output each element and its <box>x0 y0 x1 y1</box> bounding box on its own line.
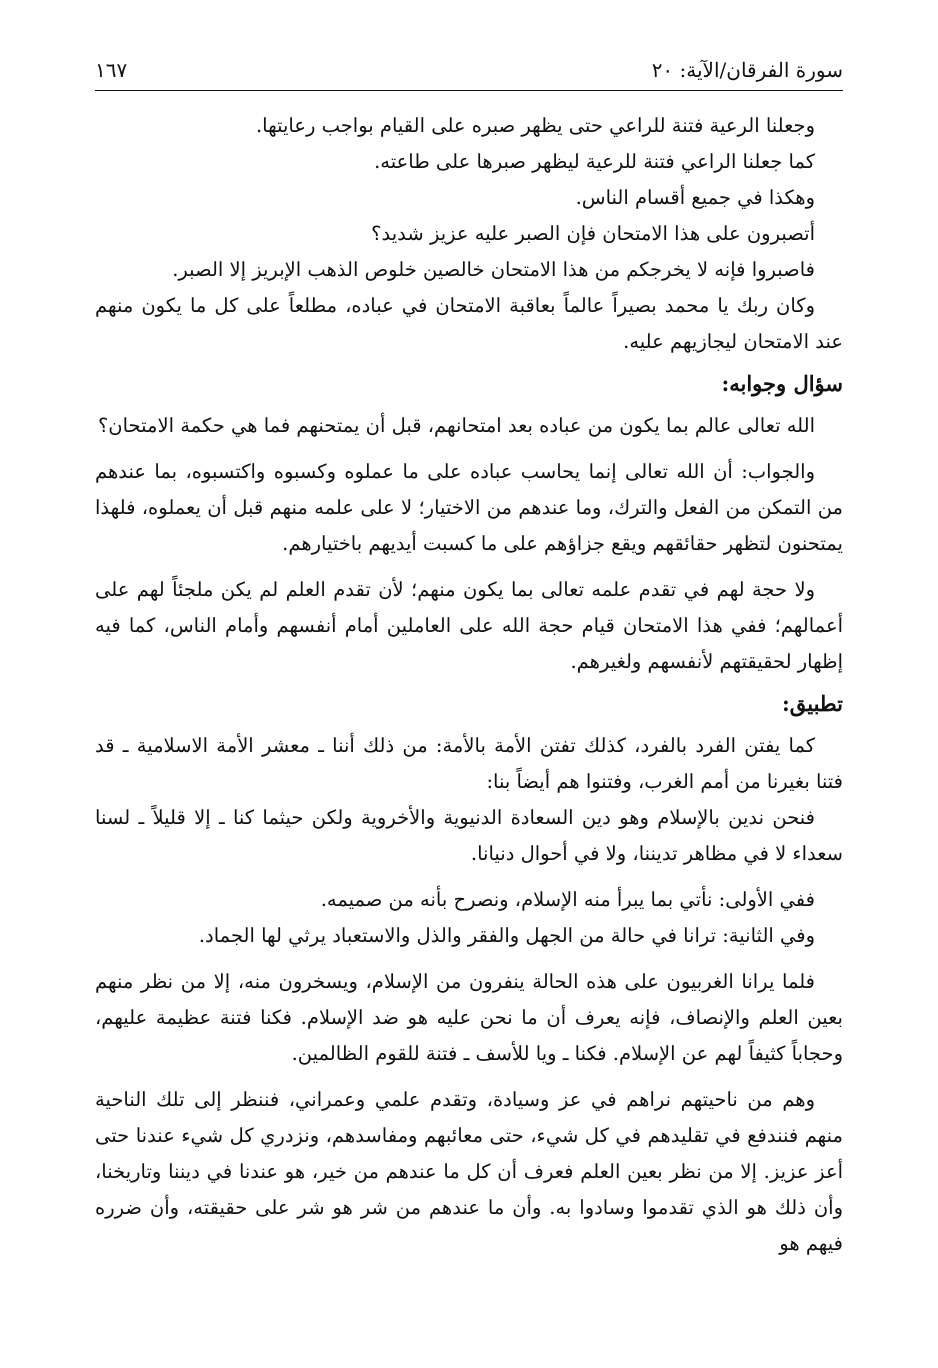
line-6: وكان ربك يا محمد بصيراً عالماً بعاقبة الامتحان في عباده، مطلعاً على كل ما يكون منهم عند الامتحان ليجازيهم عليه. <box>95 294 843 353</box>
spacer <box>95 562 843 572</box>
application-para4: وهم من ناحيتهم نراهم في عز وسيادة، وتقدم علمي وعمراني، فننظر إلى تلك الناحية منهم فنندفع في تقليدهم في كل شيء، حتى معائبهم ومفاسدهم، ونزدري كل شيء عندنا حتى أعز عزيز. إلا من نظر بعين العلم فعرف أن كل ما عندهم من خير، هو عندنا في ديننا وتاريخنا، وأن ذلك هو الذي تقدموا وسادوا به. وأن ما عندهم من شر هو شر على حقيقته، وأن ضرره فيهم هو <box>95 1088 843 1255</box>
qa-question: الله تعالى عالم بما يكون من عباده بعد امتحانهم، قبل أن يمتحنهم فما هي حكمة الامتحان؟ <box>97 414 815 437</box>
line-3: وهكذا في جميع أقسام الناس. <box>575 186 815 209</box>
application-para3: فلما يرانا الغربيون على هذه الحالة ينفرون من الإسلام، ويسخرون منه، إلا من نظر منهم بعين العلم والإنصاف، فإنه يعرف أن ما نحن عليه هو ضد الإسلام. فكنا فتنة عظيمة عليهم، وحجاباً كثيفاً لهم عن الإسلام. فكنا ـ ويا للأسف ـ فتنة للقوم الظالمين. <box>95 970 843 1065</box>
line-5: فاصبروا فإنه لا يخرجكم من هذا الامتحان خالصين خلوص الذهب الإبريز إلا الصبر. <box>172 258 815 281</box>
line-2: كما جعلنا الراعي فتنة للرعية ليظهر صبرها على طاعته. <box>374 150 815 173</box>
qa-answer: والجواب: أن الله تعالى إنما يحاسب عباده على ما عملوه وكسبوه واكتسبوه، بما عندهم من التمكن من الفعل والترك، وما عندهم من الاختيار؛ لا على علمه منهم قبل أن يعملوه، فلهذا يمتحنون لتظهر حقائقهم ويقع جزاؤهم على ما كسبت أيديهم باختيارهم. <box>95 460 843 555</box>
spacer <box>95 1072 843 1082</box>
page-number: ١٦٧ <box>95 58 128 82</box>
qa-no-argument: ولا حجة لهم في تقدم علمه تعالى بما يكون منهم؛ لأن تقدم العلم لم يكن ملجئاً لهم على أعمالهم؛ ففي هذا الامتحان قيام حجة الله على العاملين أمام أنفسهم وأمام الناس، كما فيه إظهار لحقيقتهم لأنفسهم ولغيرهم. <box>95 578 843 673</box>
application-para1-line2: فنحن ندين بالإسلام وهو دين السعادة الدنيوية والأخروية ولكن حيثما كنا ـ إلا قليلاً ـ لسنا سعداء لا في مظاهر تديننا، ولا في أحوال دنيانا. <box>95 806 843 865</box>
application-heading: تطبيق: <box>781 691 843 716</box>
spacer <box>95 954 843 964</box>
qa-heading: سؤال وجوابه: <box>721 371 843 396</box>
line-4: أتصبرون على هذا الامتحان فإن الصبر عليه عزيز شديد؟ <box>371 222 815 245</box>
page-header <box>95 52 843 88</box>
spacer <box>95 872 843 882</box>
application-para2-line2: وفي الثانية: ترانا في حالة من الجهل والفقر والذل والاستعباد يرثي لها الجماد. <box>198 924 815 947</box>
running-title: سورة الفرقان/الآية: ٢٠ <box>651 58 843 82</box>
header-rule <box>95 90 843 91</box>
spacer <box>95 444 843 454</box>
application-para2-line1: ففي الأولى: نأتي بما يبرأ منه الإسلام، ونصرح بأنه من صميمه. <box>320 888 815 911</box>
page-body <box>95 108 843 1262</box>
application-para1-line1: كما يفتن الفرد بالفرد، كذلك تفتن الأمة بالأمة: من ذلك أننا ـ معشر الأمة الاسلامية ـ قد فتنا بغيرنا من أمم الغرب، وفتنوا هم أيضاً بنا: <box>95 734 843 793</box>
line-1: وجعلنا الرعية فتنة للراعي حتى يظهر صبره على القيام بواجب رعايتها. <box>255 114 815 137</box>
